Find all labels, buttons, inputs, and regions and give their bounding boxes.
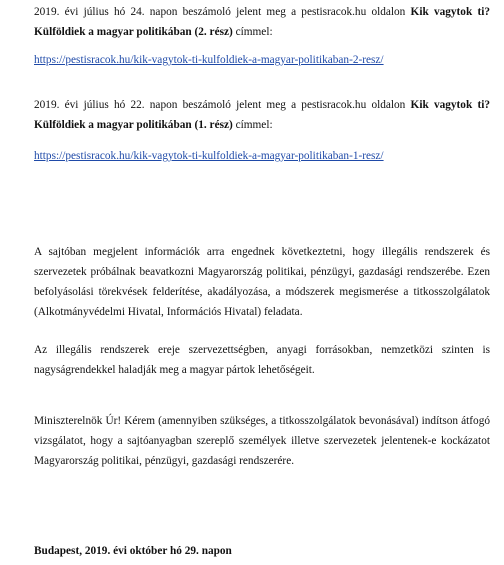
report-1-link-row [34, 50, 490, 70]
report-1-prefix: 2019. évi július hó 24. napon beszámoló jelent meg a pestisracok.hu oldalon [34, 6, 411, 18]
report-1-suffix: címmel: [232, 26, 273, 38]
report-2-suffix: címmel: [232, 119, 273, 131]
body-paragraph-3: Miniszterelnök Úr! Kérem (amennyiben szükséges, a titkosszolgálatok bevonásával) indítson átfogó vizsgálatot, hogy a sajtóanyagban szereplő személyek illetve szervezetek jelentenek-e kockázatot Magyarország politikai, pénzügyi, gazdasági rendszerére. [34, 415, 490, 467]
report-2-title: Kik vagytok ti? Külföldiek a magyar politikában (1. rész) [34, 99, 490, 131]
signature-place-date: Budapest, 2019. évi október hó 29. napon [34, 545, 232, 557]
report-2-link-row [34, 146, 490, 166]
body-paragraph-1: A sajtóban megjelent információk arra engednek következtetni, hogy illegális rendszerek és szervezetek próbálnak beavatkozni Magyarország politikai, pénzügyi, gazdasági rendszerébe. Ezen befolyásolási törekvések felderítése, akadályozása, a módszerek megismerése a titkosszolgálatok (Alkotmányvédelmi Hivatal, Információs Hivatal) feladata. [34, 246, 490, 318]
report-paragraph-2 [34, 95, 490, 135]
report-paragraph-1 [34, 2, 490, 42]
report-1-link[interactable]: https://pestisracok.hu/kik-vagytok-ti-kulfoldiek-a-magyar-politikaban-2-resz/ [34, 54, 384, 66]
body-paragraph-2: Az illegális rendszerek ereje szervezettségben, anyagi forrásokban, nemzetközi szinten is nagyságrendekkel haladják meg a magyar pártok lehetőségeit. [34, 344, 490, 376]
report-1-title: Kik vagytok ti? Külföldiek a magyar politikában (2. rész) [34, 6, 490, 38]
report-2-link[interactable]: https://pestisracok.hu/kik-vagytok-ti-kulfoldiek-a-magyar-politikaban-1-resz/ [34, 150, 384, 162]
report-2-prefix: 2019. évi július hó 22. napon beszámoló jelent meg a pestisracok.hu oldalon [34, 99, 411, 111]
